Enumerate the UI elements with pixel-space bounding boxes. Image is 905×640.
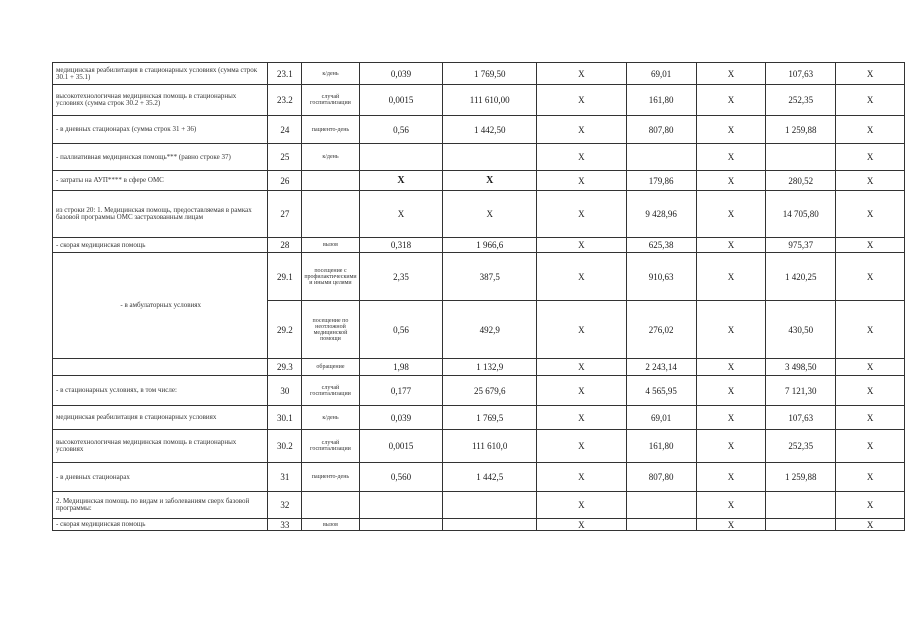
cell-x: Х (696, 191, 766, 238)
row-unit (302, 492, 359, 519)
cell-per-capita: 807,80 (626, 463, 696, 492)
cell-x: Х (537, 430, 627, 463)
cell-x: Х (836, 63, 905, 85)
cell-norm: 0,560 (359, 463, 443, 492)
cell-total: 107,63 (766, 406, 836, 430)
cell-x: Х (537, 144, 627, 171)
cell-per-capita (626, 492, 696, 519)
cell-norm: 0,039 (359, 406, 443, 430)
cell-norm: 0,0015 (359, 430, 443, 463)
cell-total: 252,35 (766, 85, 836, 116)
cell-per-capita: 276,02 (626, 301, 696, 359)
cell-cost: 1 769,5 (443, 406, 537, 430)
cell-per-capita: 179,86 (626, 171, 696, 191)
cell-x: Х (537, 463, 627, 492)
cell-per-capita: 807,80 (626, 116, 696, 144)
cell-x: Х (836, 85, 905, 116)
cell-total (766, 144, 836, 171)
cell-total: 1 259,88 (766, 463, 836, 492)
cell-x: Х (836, 376, 905, 406)
table-row (53, 116, 905, 144)
row-name: - в дневных стационарах (сумма строк 31 + 36) (53, 116, 268, 144)
cell-cost: 387,5 (443, 253, 537, 301)
row-unit (302, 191, 359, 238)
row-number: 30 (268, 376, 302, 406)
cell-cost: 492,9 (443, 301, 537, 359)
row-number: 32 (268, 492, 302, 519)
cell-norm: 0,039 (359, 63, 443, 85)
table-row (53, 63, 905, 85)
cell-cost: 1 442,5 (443, 463, 537, 492)
cell-x: Х (537, 492, 627, 519)
cell-x: Х (696, 359, 766, 376)
tariff-table (52, 62, 905, 531)
cell-x: Х (696, 85, 766, 116)
cell-total: 3 498,50 (766, 359, 836, 376)
cell-total: 14 705,80 (766, 191, 836, 238)
table-row (53, 171, 905, 191)
cell-x: Х (836, 253, 905, 301)
row-unit (302, 171, 359, 191)
row-name: - паллиативная медицинская помощь*** (равно строке 37) (53, 144, 268, 171)
row-number: 24 (268, 116, 302, 144)
row-unit: посещение по неотложной медицинской помощи (302, 301, 359, 359)
table-row (53, 359, 905, 376)
cell-cost: 111 610,0 (443, 430, 537, 463)
cell-cost (443, 492, 537, 519)
cell-x: Х (537, 116, 627, 144)
row-unit: случай госпитализации (302, 376, 359, 406)
row-number: 25 (268, 144, 302, 171)
cell-per-capita (626, 519, 696, 531)
cell-x: Х (696, 63, 766, 85)
cell-x: Х (836, 492, 905, 519)
cell-x: Х (836, 171, 905, 191)
row-unit: случай госпитализации (302, 430, 359, 463)
row-unit: вызов (302, 519, 359, 531)
cell-x: Х (696, 519, 766, 531)
cell-x: Х (696, 492, 766, 519)
cell-total: 1 420,25 (766, 253, 836, 301)
cell-total: 430,50 (766, 301, 836, 359)
cell-cost: 1 442,50 (443, 116, 537, 144)
cell-total: 107,63 (766, 63, 836, 85)
row-number: 23.2 (268, 85, 302, 116)
table-row (53, 85, 905, 116)
cell-norm: Х (359, 171, 443, 191)
cell-x: Х (836, 238, 905, 253)
cell-x: Х (537, 85, 627, 116)
row-number: 31 (268, 463, 302, 492)
row-unit: посещение с профилактическими и иными целями (302, 253, 359, 301)
row-unit: к/день (302, 63, 359, 85)
cell-per-capita: 69,01 (626, 63, 696, 85)
cell-cost: Х (443, 191, 537, 238)
cell-x: Х (696, 253, 766, 301)
table-row (53, 253, 905, 301)
cell-x: Х (537, 191, 627, 238)
cell-norm: 2,35 (359, 253, 443, 301)
row-name (53, 359, 268, 376)
cell-total (766, 519, 836, 531)
cell-x: Х (537, 301, 627, 359)
row-name: - затраты на АУП**** в сфере ОМС (53, 171, 268, 191)
cell-per-capita: 910,63 (626, 253, 696, 301)
cell-x: Х (696, 116, 766, 144)
cell-x: Х (537, 359, 627, 376)
cell-total: 1 259,88 (766, 116, 836, 144)
row-number: 27 (268, 191, 302, 238)
cell-x: Х (836, 430, 905, 463)
cell-x: Х (836, 463, 905, 492)
row-unit: вызов (302, 238, 359, 253)
table-row (53, 376, 905, 406)
row-unit: обращение (302, 359, 359, 376)
row-number: 29.2 (268, 301, 302, 359)
cell-x: Х (537, 253, 627, 301)
row-name-ambulatory: - в амбулаторных условиях (53, 253, 268, 359)
row-number: 26 (268, 171, 302, 191)
cell-cost (443, 144, 537, 171)
cell-x: Х (696, 376, 766, 406)
cell-x: Х (836, 116, 905, 144)
row-number: 23.1 (268, 63, 302, 85)
cell-norm: 0,318 (359, 238, 443, 253)
row-unit: пациенто-день (302, 116, 359, 144)
row-unit: к/день (302, 406, 359, 430)
row-name: высокотехнологичная медицинская помощь в стационарных условиях (сумма строк 30.2 + 35.2) (53, 85, 268, 116)
cell-per-capita: 9 428,96 (626, 191, 696, 238)
cell-per-capita: 2 243,14 (626, 359, 696, 376)
cell-norm: Х (359, 191, 443, 238)
table-row (53, 144, 905, 171)
cell-x: Х (696, 301, 766, 359)
cell-cost: 111 610,00 (443, 85, 537, 116)
cell-norm: 0,177 (359, 376, 443, 406)
cell-per-capita: 69,01 (626, 406, 696, 430)
cell-x: Х (836, 191, 905, 238)
cell-total: 280,52 (766, 171, 836, 191)
cell-cost: 25 679,6 (443, 376, 537, 406)
cell-x: Х (836, 406, 905, 430)
row-number: 33 (268, 519, 302, 531)
cell-x: Х (696, 144, 766, 171)
row-name: высокотехнологичная медицинская помощь в стационарных условиях (53, 430, 268, 463)
cell-x: Х (537, 519, 627, 531)
row-unit: к/день (302, 144, 359, 171)
table-row (53, 406, 905, 430)
cell-x: Х (537, 63, 627, 85)
cell-cost (443, 519, 537, 531)
row-unit: пациенто-день (302, 463, 359, 492)
cell-x: Х (537, 406, 627, 430)
table-row (53, 492, 905, 519)
cell-x: Х (696, 406, 766, 430)
row-name: из строки 20: 1. Медицинская помощь, предоставляемая в рамках базовой программы ОМС застрахованным лицам (53, 191, 268, 238)
cell-per-capita: 4 565,95 (626, 376, 696, 406)
cell-per-capita: 625,38 (626, 238, 696, 253)
cell-total: 252,35 (766, 430, 836, 463)
cell-x: Х (537, 238, 627, 253)
row-name: - скорая медицинская помощь (53, 238, 268, 253)
cell-x: Х (537, 376, 627, 406)
cell-cost: Х (443, 171, 537, 191)
row-name: - в дневных стационарах (53, 463, 268, 492)
cell-per-capita (626, 144, 696, 171)
cell-x: Х (836, 301, 905, 359)
row-name: - скорая медицинская помощь (53, 519, 268, 531)
cell-x: Х (836, 519, 905, 531)
table-row (53, 430, 905, 463)
cell-x: Х (836, 359, 905, 376)
cell-norm (359, 144, 443, 171)
cell-total (766, 492, 836, 519)
row-number: 29.1 (268, 253, 302, 301)
cell-x: Х (836, 144, 905, 171)
cell-cost: 1 132,9 (443, 359, 537, 376)
cell-x: Х (696, 463, 766, 492)
cell-per-capita: 161,80 (626, 85, 696, 116)
cell-cost: 1 966,6 (443, 238, 537, 253)
cell-per-capita: 161,80 (626, 430, 696, 463)
cell-norm: 0,56 (359, 301, 443, 359)
cell-x: Х (696, 430, 766, 463)
cell-total: 975,37 (766, 238, 836, 253)
cell-norm (359, 492, 443, 519)
cell-x: Х (696, 171, 766, 191)
cell-norm (359, 519, 443, 531)
row-name: медицинская реабилитация в стационарных условиях (сумма строк 30.1 + 35.1) (53, 63, 268, 85)
table-row (53, 191, 905, 238)
cell-total: 7 121,30 (766, 376, 836, 406)
row-number: 29.3 (268, 359, 302, 376)
table-row (53, 519, 905, 531)
row-unit: случай госпитализации (302, 85, 359, 116)
row-number: 30.1 (268, 406, 302, 430)
row-name: 2. Медицинская помощь по видам и заболеваниям сверх базовой программы: (53, 492, 268, 519)
cell-norm: 1,98 (359, 359, 443, 376)
cell-norm: 0,0015 (359, 85, 443, 116)
row-number: 28 (268, 238, 302, 253)
cell-cost: 1 769,50 (443, 63, 537, 85)
cell-norm: 0,56 (359, 116, 443, 144)
cell-x: Х (696, 238, 766, 253)
table-row (53, 463, 905, 492)
row-name: медицинская реабилитация в стационарных условиях (53, 406, 268, 430)
row-number: 30.2 (268, 430, 302, 463)
row-name: - в стационарных условиях, в том числе: (53, 376, 268, 406)
cell-x: Х (537, 171, 627, 191)
table-row (53, 238, 905, 253)
